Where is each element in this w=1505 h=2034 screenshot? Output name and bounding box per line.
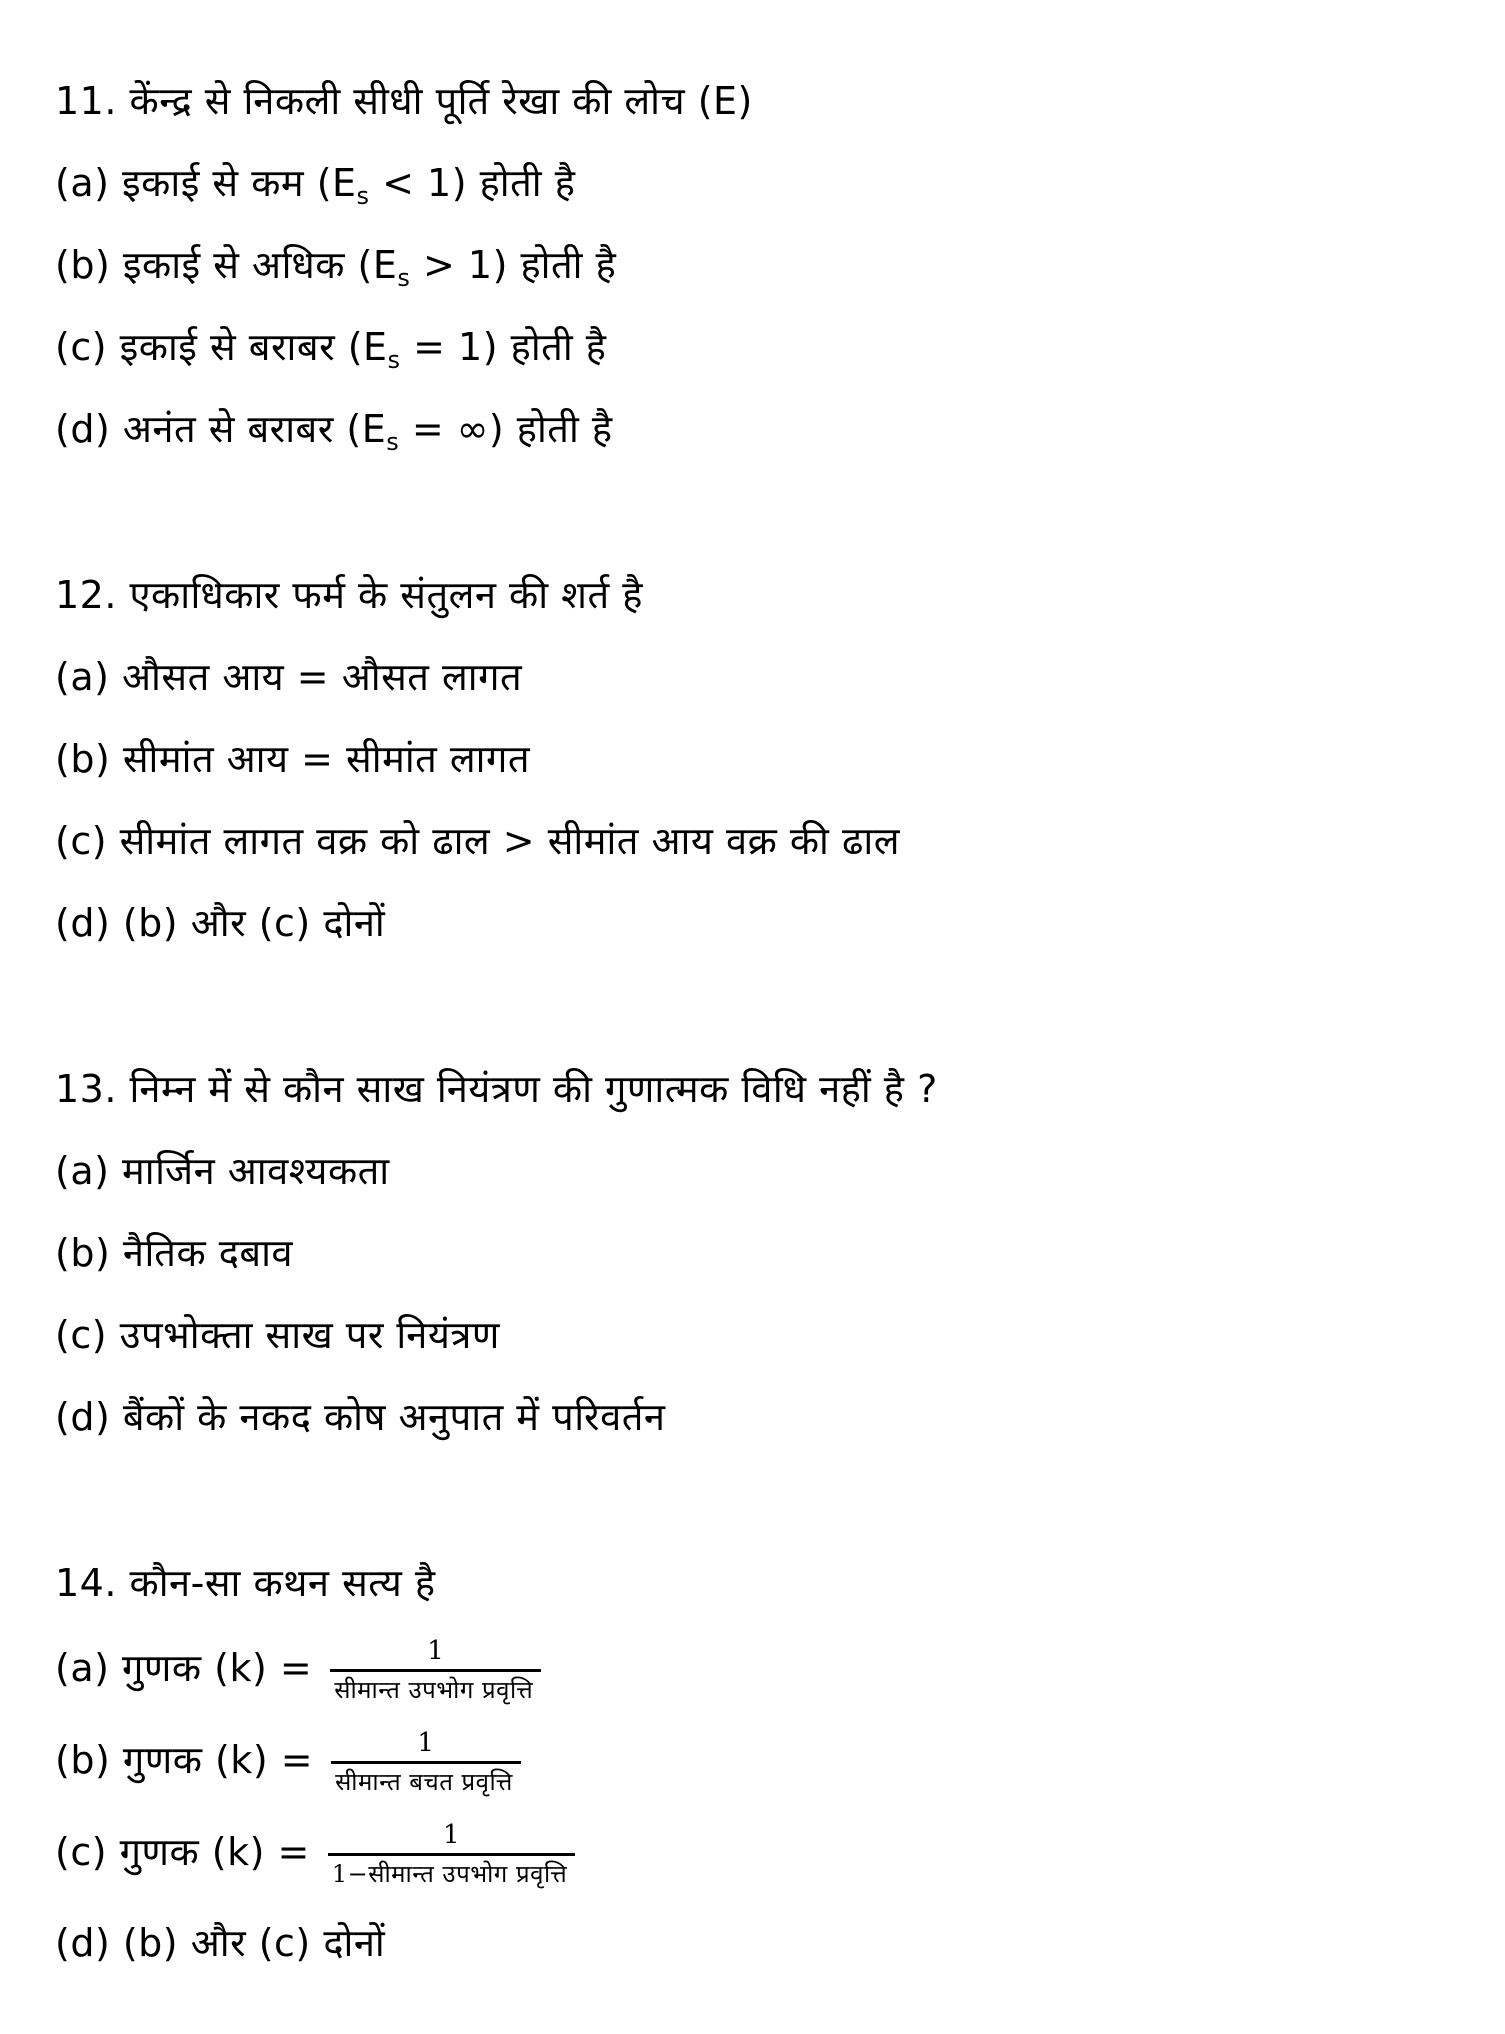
question-12-option-b: (b) सीमांत आय = सीमांत लागत xyxy=(55,737,531,781)
question-11-option-c: (c) इकाई से बराबर $(E_s = 1)$ होती है xyxy=(55,325,607,374)
fraction-numerator: 1 xyxy=(427,1636,445,1666)
fraction xyxy=(330,1635,541,1706)
option-label: (a) गुणक (k) = xyxy=(55,1646,313,1690)
fraction-denominator: सीमान्त बचत प्रवृत्ति xyxy=(331,1761,521,1798)
question-13-option-b: (b) नैतिक दबाव xyxy=(55,1231,294,1275)
question-14-option-a xyxy=(55,1628,541,1708)
fraction-denominator: सीमान्त उपभोग प्रवृत्ति xyxy=(330,1669,541,1706)
question-11-option-b: (b) इकाई से अधिक $(E_s > 1)$ होती है xyxy=(55,243,617,292)
question-11-text: 11. केंन्द्र से निकली सीधी पूर्ति रेखा की लोच (E) xyxy=(55,79,753,123)
fraction xyxy=(331,1727,521,1798)
fraction-numerator: 1 xyxy=(417,1728,435,1758)
question-12-option-a: (a) औसत आय = औसत लागत xyxy=(55,655,523,699)
question-14-option-d: (d) (b) और (c) दोनों xyxy=(55,1921,386,1965)
question-14-option-b xyxy=(55,1720,521,1800)
fraction-denominator: 1−सीमान्त उपभोग प्रवृत्ति xyxy=(328,1853,575,1890)
fraction xyxy=(328,1819,575,1890)
question-12-option-c: (c) सीमांत लागत वक्र को ढाल > सीमांत आय वक्र की ढाल xyxy=(55,819,900,863)
question-13-option-d: (d) बैंकों के नकद कोष अनुपात में परिवर्तन xyxy=(55,1395,666,1439)
question-13-option-c: (c) उपभोक्ता साख पर नियंत्रण xyxy=(55,1313,500,1357)
option-label: (b) गुणक (k) = xyxy=(55,1738,314,1782)
question-11-option-d: (d) अनंत से बराबर ($E_s$ = ∞) होती है xyxy=(55,407,613,456)
question-12-text: 12. एकाधिकार फर्म के संतुलन की शर्त है xyxy=(55,573,643,617)
question-12-option-d: (d) (b) और (c) दोनों xyxy=(55,901,386,945)
question-11-option-a: (a) इकाई से कम $(E_s < 1)$ होती है xyxy=(55,161,576,210)
fraction-numerator: 1 xyxy=(443,1820,461,1850)
question-13-text: 13. निम्न में से कौन साख नियंत्रण की गुणात्मक विधि नहीं है ? xyxy=(55,1067,938,1111)
question-14-text: 14. कौन-सा कथन सत्य है xyxy=(55,1561,436,1605)
option-label: (c) गुणक (k) = xyxy=(55,1830,310,1874)
question-13-option-a: (a) मार्जिन आवश्यकता xyxy=(55,1149,390,1193)
question-14-option-c xyxy=(55,1812,575,1892)
